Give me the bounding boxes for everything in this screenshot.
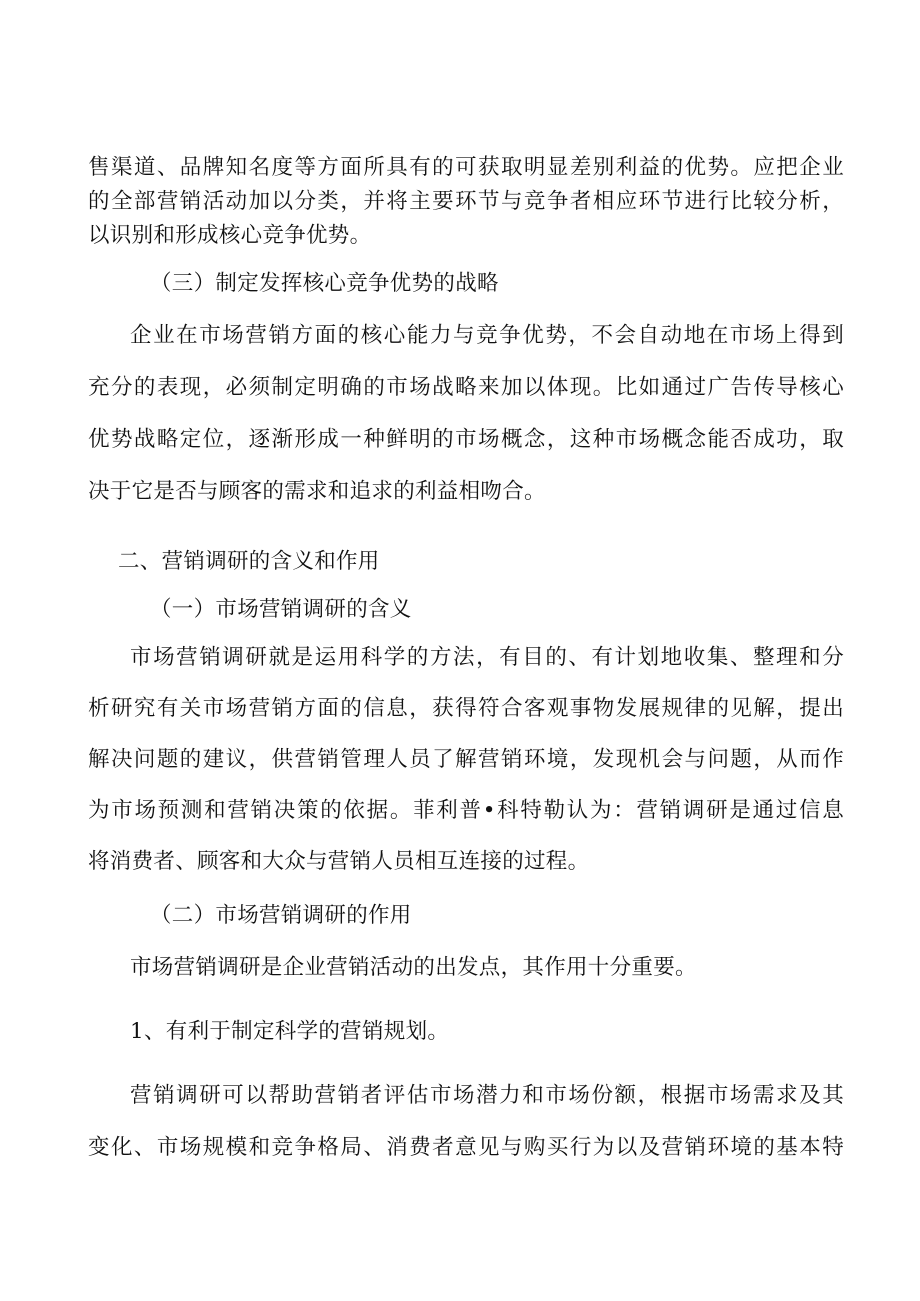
paragraph-line: 市场营销调研就是运用科学的方法，有目的、有计划地收集、整理和分 <box>130 645 844 670</box>
section-heading: （一）市场营销调研的含义 <box>150 597 412 622</box>
paragraph-line: 以识别和形成核心竞争优势。 <box>88 223 372 248</box>
paragraph-line: 为市场预测和营销决策的依据。菲利普•科特勒认为：营销调研是通过信息 <box>88 798 844 823</box>
paragraph-line: 的全部营销活动加以分类，并将主要环节与竞争者相应环节进行比较分析， <box>88 189 844 214</box>
paragraph-line: 企业在市场营销方面的核心能力与竞争优势，不会自动地在市场上得到 <box>130 323 844 348</box>
paragraph-line: 将消费者、顾客和大众与营销人员相互连接的过程。 <box>88 849 590 874</box>
paragraph-line: 优势战略定位，逐渐形成一种鲜明的市场概念，这种市场概念能否成功，取 <box>88 427 844 452</box>
section-heading: （二）市场营销调研的作用 <box>150 903 412 928</box>
paragraph-line: 决于它是否与顾客的需求和追求的利益相吻合。 <box>88 479 546 504</box>
list-item-heading: 1、有利于制定科学的营销规划。 <box>130 1019 450 1044</box>
paragraph-line: 变化、市场规模和竞争格局、消费者意见与购买行为以及营销环境的基本特 <box>88 1135 844 1160</box>
paragraph-line: 析研究有关市场营销方面的信息，获得符合客观事物发展规律的见解，提出 <box>88 696 844 721</box>
section-heading: （三）制定发挥核心竞争优势的战略 <box>150 271 499 296</box>
paragraph-line: 市场营销调研是企业营销活动的出发点，其作用十分重要。 <box>130 955 697 980</box>
paragraph-line: 解决问题的建议，供营销管理人员了解营销环境，发现机会与问题，从而作 <box>88 747 844 772</box>
paragraph-line: 营销调研可以帮助营销者评估市场潜力和市场份额，根据市场需求及其 <box>130 1083 844 1108</box>
paragraph-line: 售渠道、品牌知名度等方面所具有的可获取明显差别利益的优势。应把企业 <box>88 155 844 180</box>
paragraph-line: 充分的表现，必须制定明确的市场战略来加以体现。比如通过广告传导核心 <box>88 375 844 400</box>
chapter-heading: 二、营销调研的含义和作用 <box>118 549 380 574</box>
